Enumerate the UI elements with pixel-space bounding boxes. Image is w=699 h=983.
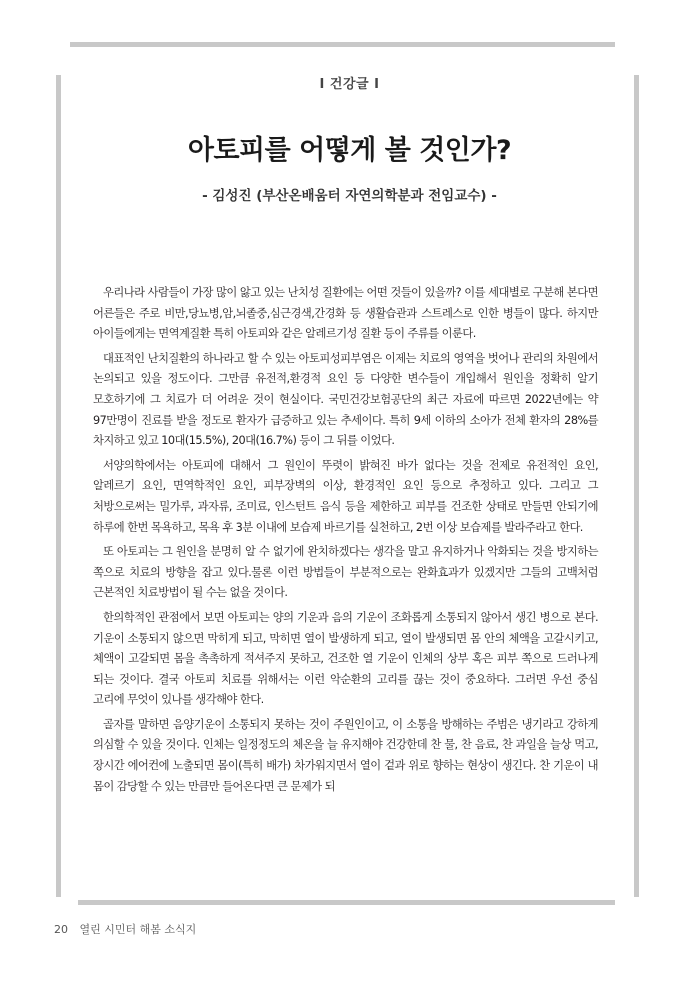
bottom-border-rule — [78, 900, 615, 905]
article-paragraph: 서양의학에서는 아토피에 대해서 그 원인이 뚜렷이 밝혀진 바가 없다는 것을 전제로 유전적인 요인, 알레르기 요인, 면역학적인 요인, 피부장벽의 이상, 환경적인 요인 등으로 추정하고 있다. 그리고 그 처방으로써는 밀가루, 과자류, 조미료, 인스턴트 음식 등을 제한하고 피부를 건조한 상태로 만들면 안되기에 하루에 한번 목욕하고, 목욕 후 3분 이내에 보습제 바르기를 실천하고, 2번 이상 보습제를 발라주라고 한다. — [93, 458, 598, 534]
publication-name: 열린 시민터 해봄 소식지 — [79, 923, 197, 936]
article-byline: - 김성진 (부산온배움터 자연의학분과 전임교수) - — [202, 188, 497, 204]
article-title: 아토피를 어떻게 볼 것인가? — [187, 135, 512, 166]
article-paragraph: 또 아토피는 그 원인을 분명히 알 수 없기에 완치하겠다는 생각을 말고 유지하거나 악화되는 것을 방지하는 쪽으로 치료의 방향을 잡고 있다.물론 이런 방법들이 부분적으로는 완화효과가 있겠지만 그들의 고백처럼 근본적인 치료방법이 될 수는 없을 것이다. — [93, 545, 598, 600]
page-number: 20 — [54, 923, 68, 936]
top-border-rule — [70, 42, 615, 47]
article-paragraph: 대표적인 난치질환의 하나라고 할 수 있는 아토피성피부염은 이제는 치료의 영역을 벗어나 관리의 차원에서 논의되고 있을 정도이다. 그만큼 유전적,환경적 요인 등 다양한 변수들이 개입해서 원인을 정확히 알기 모호하기에 그 치료가 더 어려운 것이 현실이다. 국민건강보험공단의 최근 자료에 따르면 2022년에는 약 97만명이 진료를 받을 정도로 환자가 급증하고 있는 추세이다. 특히 9세 이하의 소아가 전체 환자의 28%를 차지하고 있고 10대(15.5%), 20대(16.7%) 등이 그 뒤를 이었다. — [93, 351, 598, 448]
article-paragraph: 골자를 말하면 음양기운이 소통되지 못하는 것이 주원인이고, 이 소통을 방해하는 주범은 냉기라고 강하게 의심할 수 있을 것이다. 인체는 일정정도의 체온을 늘 유지해야 건강한데 찬 물, 찬 음료, 찬 과일을 늘상 먹고,장시간 에어컨에 노출되면 몸이(특히 배가) 차가워지면서 열이 겉과 위로 향하는 현상이 생긴다. 찬 기운이 내 몸이 감당할 수 있는 만큼만 들어온다면 큰 문제가 되 — [93, 717, 598, 793]
article-body — [93, 283, 598, 801]
article-paragraph: 한의학적인 관점에서 보면 아토피는 양의 기운과 음의 기운이 조화롭게 소통되지 않아서 생긴 병으로 본다. 기운이 소통되지 않으면 막히게 되고, 막히면 열이 발생하게 되고, 열이 발생되면 몸 안의 체액을 고갈시키고, 체액이 고갈되면 몸을 촉촉하게 적셔주지 못하고, 건조한 열 기운이 인체의 상부 혹은 피부 쪽으로 드러나게 되는 것이다. 결국 아토피 치료를 위해서는 이런 악순환의 고리를 끊는 것이 중요하다. 그러면 우선 중심 고리에 무엇이 있나를 생각해야 한다. — [93, 610, 598, 707]
page-footer — [54, 921, 196, 937]
section-label: Ⅰ 건강글 Ⅰ — [319, 77, 380, 92]
article-paragraph: 우리나라 사람들이 가장 많이 앓고 있는 난치성 질환에는 어떤 것들이 있을까? 이를 세대별로 구분해 본다면 어른들은 주로 비만,당뇨병,암,뇌졸중,심근경색,간경화 등 생활습관과 스트레스로 인한 병들이 많다. 하지만 아이들에게는 면역계질환 특히 아토피와 같은 알레르기성 질환 등이 주류를 이룬다. — [93, 286, 598, 341]
